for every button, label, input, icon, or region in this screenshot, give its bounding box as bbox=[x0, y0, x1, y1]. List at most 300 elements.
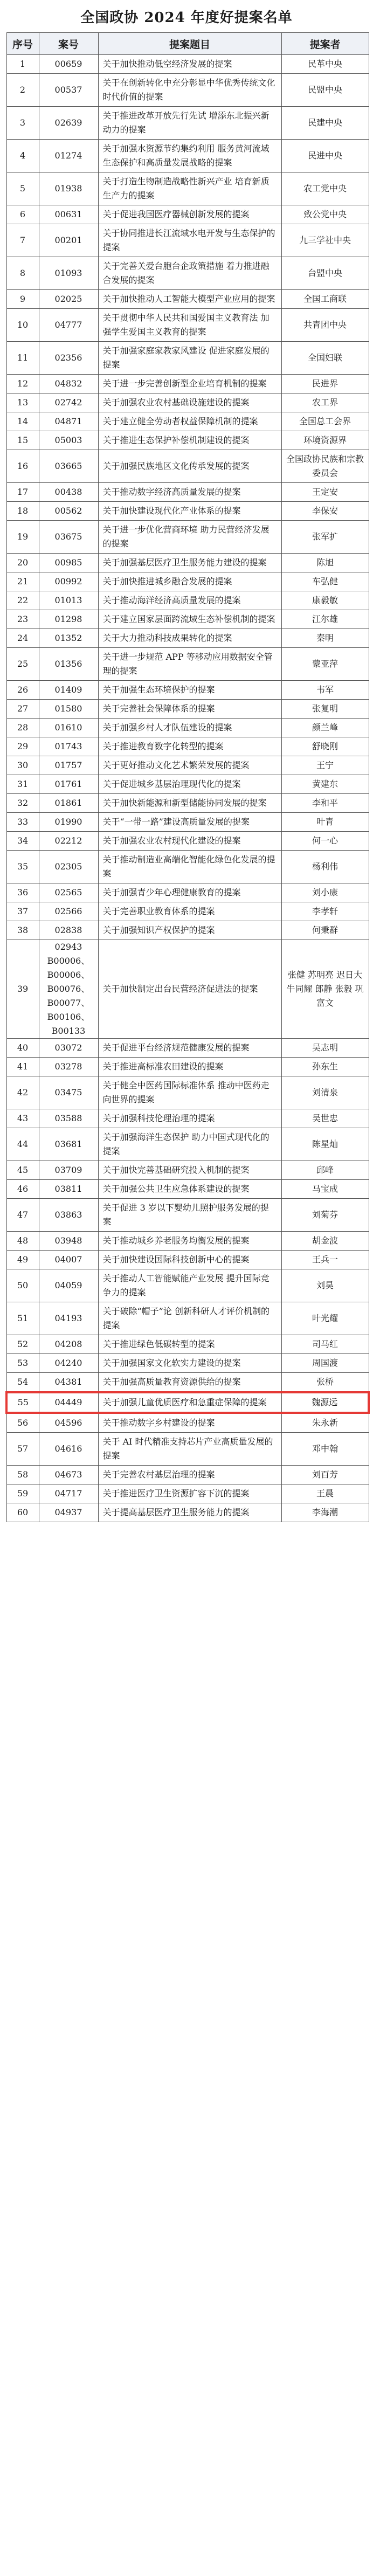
row-title: 关于打造生物制造战略性新兴产业 培育新质生产力的提案 bbox=[98, 172, 281, 205]
row-seq: 23 bbox=[6, 610, 39, 629]
row-case-number: 01757 bbox=[39, 756, 98, 775]
row-title: 关于破除“帽子”论 创新科研人才评价机制的提案 bbox=[98, 1302, 281, 1335]
row-title: 关于建立健全劳动者权益保障机制的提案 bbox=[98, 412, 281, 431]
table-row bbox=[6, 851, 369, 883]
table-row bbox=[6, 832, 369, 851]
row-seq: 11 bbox=[6, 342, 39, 375]
row-case-number: 00659 bbox=[39, 55, 98, 74]
row-case-number: 03811 bbox=[39, 1180, 98, 1199]
row-title: 关于进一步优化营商环境 助力民营经济发展的提案 bbox=[98, 521, 281, 554]
row-proposer: 民革中央 bbox=[281, 55, 369, 74]
row-proposer: 王宁 bbox=[281, 756, 369, 775]
row-title: 关于加强乡村人才队伍建设的提案 bbox=[98, 719, 281, 737]
table-row bbox=[6, 737, 369, 756]
row-case-number: 01409 bbox=[39, 681, 98, 700]
row-case-number: 05003 bbox=[39, 431, 98, 450]
row-case-number: 04449 bbox=[39, 1392, 98, 1413]
row-seq: 38 bbox=[6, 921, 39, 940]
row-title: 关于促进平台经济规范健康发展的提案 bbox=[98, 1039, 281, 1058]
row-proposer: 李孝轩 bbox=[281, 902, 369, 921]
row-seq: 29 bbox=[6, 737, 39, 756]
row-proposer: 何一心 bbox=[281, 832, 369, 851]
row-title: 关于推动数字经济高质量发展的提案 bbox=[98, 483, 281, 502]
row-seq: 4 bbox=[6, 140, 39, 172]
row-proposer: 康毅敏 bbox=[281, 591, 369, 610]
table-row bbox=[6, 224, 369, 257]
row-seq: 31 bbox=[6, 775, 39, 794]
row-case-number: 00537 bbox=[39, 74, 98, 107]
row-proposer: 秦明 bbox=[281, 629, 369, 648]
row-seq: 55 bbox=[6, 1392, 39, 1413]
row-seq: 52 bbox=[6, 1335, 39, 1354]
row-title: 关于进一步完善创新型企业培育机制的提案 bbox=[98, 375, 281, 393]
table-row bbox=[6, 309, 369, 342]
table-row bbox=[6, 813, 369, 832]
header-proposer: 提案者 bbox=[281, 33, 369, 55]
table-row bbox=[6, 290, 369, 309]
row-case-number: 00992 bbox=[39, 572, 98, 591]
row-seq: 21 bbox=[6, 572, 39, 591]
row-proposer: 全国总工会界 bbox=[281, 412, 369, 431]
table-row bbox=[6, 1484, 369, 1503]
row-title: 关于促进 3 岁以下婴幼儿照护服务发展的提案 bbox=[98, 1199, 281, 1232]
row-case-number: 04616 bbox=[39, 1433, 98, 1466]
row-proposer: 黄建东 bbox=[281, 775, 369, 794]
row-case-number: 01761 bbox=[39, 775, 98, 794]
row-title: 关于大力推动科技成果转化的提案 bbox=[98, 629, 281, 648]
header-row bbox=[6, 33, 369, 55]
row-title: 关于加强农业农村现代化建设的提案 bbox=[98, 832, 281, 851]
row-seq: 47 bbox=[6, 1199, 39, 1232]
row-proposer: 李和平 bbox=[281, 794, 369, 813]
row-proposer: 王晨 bbox=[281, 1484, 369, 1503]
row-seq: 56 bbox=[6, 1413, 39, 1433]
table-row bbox=[6, 648, 369, 681]
row-seq: 24 bbox=[6, 629, 39, 648]
row-case-number: 00631 bbox=[39, 205, 98, 224]
table-row bbox=[6, 502, 369, 521]
table-row bbox=[6, 572, 369, 591]
row-proposer: 杨利伟 bbox=[281, 851, 369, 883]
row-case-number: 03709 bbox=[39, 1161, 98, 1180]
row-seq: 12 bbox=[6, 375, 39, 393]
row-seq: 59 bbox=[6, 1484, 39, 1503]
table-row bbox=[6, 629, 369, 648]
row-case-number: 00201 bbox=[39, 224, 98, 257]
row-seq: 53 bbox=[6, 1354, 39, 1373]
row-proposer: 民盟中央 bbox=[281, 74, 369, 107]
row-proposer: 陈星灿 bbox=[281, 1128, 369, 1161]
row-proposer: 民建中央 bbox=[281, 107, 369, 140]
row-seq: 57 bbox=[6, 1433, 39, 1466]
row-seq: 41 bbox=[6, 1058, 39, 1076]
row-title: 关于加快完善基础研究投入机制的提案 bbox=[98, 1161, 281, 1180]
row-title: 关于加强家庭家教家风建设 促进家庭发展的提案 bbox=[98, 342, 281, 375]
row-title: 关于建立国家层面跨流域生态补偿机制的提案 bbox=[98, 610, 281, 629]
row-proposer: 刘昊 bbox=[281, 1269, 369, 1302]
row-proposer: 车弘健 bbox=[281, 572, 369, 591]
row-title: 关于协同推进长江流域水电开发与生态保护的提案 bbox=[98, 224, 281, 257]
table-body bbox=[6, 55, 369, 1522]
row-proposer: 致公党中央 bbox=[281, 205, 369, 224]
row-proposer: 九三学社中央 bbox=[281, 224, 369, 257]
row-title: 关于加强科技伦理治理的提案 bbox=[98, 1109, 281, 1128]
row-seq: 51 bbox=[6, 1302, 39, 1335]
row-title: 关于完善职业教育体系的提案 bbox=[98, 902, 281, 921]
table-row bbox=[6, 902, 369, 921]
row-seq: 50 bbox=[6, 1269, 39, 1302]
row-case-number: 04381 bbox=[39, 1373, 98, 1393]
row-seq: 54 bbox=[6, 1373, 39, 1393]
row-title: 关于加强海洋生态保护 助力中国式现代化的提案 bbox=[98, 1128, 281, 1161]
row-case-number: 04240 bbox=[39, 1354, 98, 1373]
row-title: 关于加强公共卫生应急体系建设的提案 bbox=[98, 1180, 281, 1199]
row-seq: 5 bbox=[6, 172, 39, 205]
row-seq: 58 bbox=[6, 1466, 39, 1484]
row-seq: 7 bbox=[6, 224, 39, 257]
row-title: 关于完善关爱台胞台企政策措施 着力推进融合发展的提案 bbox=[98, 257, 281, 290]
row-seq: 17 bbox=[6, 483, 39, 502]
row-title: 关于加快新能源和新型储能协同发展的提案 bbox=[98, 794, 281, 813]
table-row bbox=[6, 1373, 369, 1393]
row-title: 关于推进教育数字化转型的提案 bbox=[98, 737, 281, 756]
row-proposer: 吴志明 bbox=[281, 1039, 369, 1058]
row-case-number: 04007 bbox=[39, 1251, 98, 1269]
row-case-number: 01580 bbox=[39, 700, 98, 719]
row-seq: 46 bbox=[6, 1180, 39, 1199]
table-row bbox=[6, 140, 369, 172]
row-seq: 32 bbox=[6, 794, 39, 813]
row-proposer: 张军扩 bbox=[281, 521, 369, 554]
row-case-number: 00562 bbox=[39, 502, 98, 521]
row-case-number: 03675 bbox=[39, 521, 98, 554]
row-title: 关于加快推进城乡融合发展的提案 bbox=[98, 572, 281, 591]
row-proposer: 农工界 bbox=[281, 393, 369, 412]
row-proposer: 王定安 bbox=[281, 483, 369, 502]
row-title: 关于推动制造业高端化智能化绿色化发展的提案 bbox=[98, 851, 281, 883]
table-header bbox=[6, 33, 369, 55]
row-title: 关于加强生态环境保护的提案 bbox=[98, 681, 281, 700]
row-seq: 1 bbox=[6, 55, 39, 74]
row-proposer: 张健 苏明亮 迟日大 牛同耀 郎静 张毅 巩富文 bbox=[281, 940, 369, 1039]
table-row bbox=[6, 205, 369, 224]
table-row bbox=[6, 1128, 369, 1161]
row-proposer: 朱永新 bbox=[281, 1413, 369, 1433]
row-proposer: 全国妇联 bbox=[281, 342, 369, 375]
table-row bbox=[6, 1199, 369, 1232]
row-case-number: 00438 bbox=[39, 483, 98, 502]
table-row bbox=[6, 1302, 369, 1335]
row-proposer: 叶青 bbox=[281, 813, 369, 832]
row-seq: 28 bbox=[6, 719, 39, 737]
table-row bbox=[6, 172, 369, 205]
row-proposer: 刘小康 bbox=[281, 883, 369, 902]
table-row bbox=[6, 450, 369, 483]
row-case-number: 01093 bbox=[39, 257, 98, 290]
row-proposer: 刘菊芬 bbox=[281, 1199, 369, 1232]
row-title: 关于更好推动文化艺术繁荣发展的提案 bbox=[98, 756, 281, 775]
row-seq: 8 bbox=[6, 257, 39, 290]
row-seq: 15 bbox=[6, 431, 39, 450]
row-case-number: 04596 bbox=[39, 1413, 98, 1433]
table-row bbox=[6, 393, 369, 412]
row-title: 关于促进我国医疗器械创新发展的提案 bbox=[98, 205, 281, 224]
table-row bbox=[6, 1076, 369, 1109]
row-proposer: 舒晓刚 bbox=[281, 737, 369, 756]
row-title: 关于推进高标准农田建设的提案 bbox=[98, 1058, 281, 1076]
row-proposer: 陈旭 bbox=[281, 554, 369, 572]
row-proposer: 颜兰峰 bbox=[281, 719, 369, 737]
row-proposer: 马宝成 bbox=[281, 1180, 369, 1199]
row-title: 关于加快建设国际科技创新中心的提案 bbox=[98, 1251, 281, 1269]
row-case-number: 02742 bbox=[39, 393, 98, 412]
row-title: 关于加强民族地区文化传承发展的提案 bbox=[98, 450, 281, 483]
row-case-number: 04673 bbox=[39, 1466, 98, 1484]
row-title: 关于推进生态保护补偿机制建设的提案 bbox=[98, 431, 281, 450]
row-seq: 48 bbox=[6, 1232, 39, 1251]
header-seq: 序号 bbox=[6, 33, 39, 55]
row-proposer: 叶光耀 bbox=[281, 1302, 369, 1335]
row-title: 关于推进医疗卫生资源扩容下沉的提案 bbox=[98, 1484, 281, 1503]
header-proposal-title: 提案题目 bbox=[98, 33, 281, 55]
row-proposer: 王兵一 bbox=[281, 1251, 369, 1269]
row-title: 关于推进改革开放先行先试 增添东北振兴新动力的提案 bbox=[98, 107, 281, 140]
table-row bbox=[6, 74, 369, 107]
row-case-number: 01274 bbox=[39, 140, 98, 172]
row-seq: 35 bbox=[6, 851, 39, 883]
row-seq: 2 bbox=[6, 74, 39, 107]
row-seq: 36 bbox=[6, 883, 39, 902]
table-row bbox=[6, 700, 369, 719]
row-title: 关于推动人工智能赋能产业发展 提升国际竞争力的提案 bbox=[98, 1269, 281, 1302]
row-case-number: 03681 bbox=[39, 1128, 98, 1161]
row-case-number: 01356 bbox=[39, 648, 98, 681]
table-row bbox=[6, 107, 369, 140]
table-row bbox=[6, 1232, 369, 1251]
table-row bbox=[6, 375, 369, 393]
row-case-number: 02565 bbox=[39, 883, 98, 902]
row-proposer: 李海潮 bbox=[281, 1503, 369, 1522]
row-proposer: 李保安 bbox=[281, 502, 369, 521]
row-proposer: 共青团中央 bbox=[281, 309, 369, 342]
row-proposer: 蒙亚萍 bbox=[281, 648, 369, 681]
row-seq: 34 bbox=[6, 832, 39, 851]
row-case-number: 04208 bbox=[39, 1335, 98, 1354]
row-proposer: 邓中翰 bbox=[281, 1433, 369, 1466]
row-proposer: 周国渡 bbox=[281, 1354, 369, 1373]
row-case-number: 03863 bbox=[39, 1199, 98, 1232]
table-row bbox=[6, 794, 369, 813]
row-seq: 25 bbox=[6, 648, 39, 681]
row-case-number: 04937 bbox=[39, 1503, 98, 1522]
row-case-number: 02943 B00006、B00006、B00076、B00077、B00106、B00133 bbox=[39, 940, 98, 1039]
table-row bbox=[6, 610, 369, 629]
row-seq: 13 bbox=[6, 393, 39, 412]
row-title: 关于推动数字乡村建设的提案 bbox=[98, 1413, 281, 1433]
table-row bbox=[6, 883, 369, 902]
table-row bbox=[6, 554, 369, 572]
row-seq: 26 bbox=[6, 681, 39, 700]
page-title: 全国政协 2024 年度好提案名单 bbox=[80, 10, 293, 26]
row-title: 关于推动海洋经济高质量发展的提案 bbox=[98, 591, 281, 610]
row-case-number: 01743 bbox=[39, 737, 98, 756]
row-proposer: 全国政协民族和宗教委员会 bbox=[281, 450, 369, 483]
row-proposer: 环境资源界 bbox=[281, 431, 369, 450]
row-seq: 60 bbox=[6, 1503, 39, 1522]
row-seq: 20 bbox=[6, 554, 39, 572]
row-seq: 19 bbox=[6, 521, 39, 554]
row-title: 关于加快推动人工智能大模型产业应用的提案 bbox=[98, 290, 281, 309]
table-row bbox=[6, 940, 369, 1039]
row-proposer: 农工党中央 bbox=[281, 172, 369, 205]
table-row bbox=[6, 1180, 369, 1199]
row-case-number: 04717 bbox=[39, 1484, 98, 1503]
table-row bbox=[6, 681, 369, 700]
row-case-number: 02212 bbox=[39, 832, 98, 851]
row-title: 关于加快制定出台民营经济促进法的提案 bbox=[98, 940, 281, 1039]
row-case-number: 01990 bbox=[39, 813, 98, 832]
row-proposer: 何秉群 bbox=[281, 921, 369, 940]
header-case-number: 案号 bbox=[39, 33, 98, 55]
row-title: 关于加强青少年心理健康教育的提案 bbox=[98, 883, 281, 902]
row-title: 关于 AI 时代精准支持芯片产业高质量发展的提案 bbox=[98, 1433, 281, 1466]
row-case-number: 03665 bbox=[39, 450, 98, 483]
row-case-number: 03072 bbox=[39, 1039, 98, 1058]
table-row bbox=[6, 1109, 369, 1128]
table-row bbox=[6, 1058, 369, 1076]
row-case-number: 04193 bbox=[39, 1302, 98, 1335]
row-title: 关于健全中医药国际标准体系 推动中医药走向世界的提案 bbox=[98, 1076, 281, 1109]
row-case-number: 02356 bbox=[39, 342, 98, 375]
table-row bbox=[6, 1269, 369, 1302]
row-case-number: 01610 bbox=[39, 719, 98, 737]
row-proposer: 吴世忠 bbox=[281, 1109, 369, 1128]
table-row bbox=[6, 1251, 369, 1269]
row-seq: 30 bbox=[6, 756, 39, 775]
table-row bbox=[6, 483, 369, 502]
table-row bbox=[6, 591, 369, 610]
row-proposer: 张复明 bbox=[281, 700, 369, 719]
row-seq: 14 bbox=[6, 412, 39, 431]
table-row bbox=[6, 775, 369, 794]
row-proposer: 台盟中央 bbox=[281, 257, 369, 290]
row-title: 关于进一步规范 APP 等移动应用数据安全管理的提案 bbox=[98, 648, 281, 681]
table-row bbox=[6, 412, 369, 431]
row-title: 关于加强知识产权保护的提案 bbox=[98, 921, 281, 940]
proposal-table bbox=[5, 32, 370, 1522]
table-row bbox=[6, 1161, 369, 1180]
table-row bbox=[6, 1354, 369, 1373]
row-seq: 39 bbox=[6, 940, 39, 1039]
row-case-number: 04871 bbox=[39, 412, 98, 431]
row-seq: 45 bbox=[6, 1161, 39, 1180]
row-title: 关于加快建设现代化产业体系的提案 bbox=[98, 502, 281, 521]
row-title: 关于加强水资源节约集约利用 服务黄河流域生态保护和高质量发展战略的提案 bbox=[98, 140, 281, 172]
row-seq: 16 bbox=[6, 450, 39, 483]
row-proposer: 邱峰 bbox=[281, 1161, 369, 1180]
row-case-number: 01298 bbox=[39, 610, 98, 629]
table-row bbox=[6, 756, 369, 775]
row-seq: 49 bbox=[6, 1251, 39, 1269]
row-title: 关于完善农村基层治理的提案 bbox=[98, 1466, 281, 1484]
row-seq: 40 bbox=[6, 1039, 39, 1058]
row-case-number: 01938 bbox=[39, 172, 98, 205]
row-seq: 18 bbox=[6, 502, 39, 521]
row-proposer: 刘清泉 bbox=[281, 1076, 369, 1109]
row-case-number: 03475 bbox=[39, 1076, 98, 1109]
row-title: 关于加强国家文化软实力建设的提案 bbox=[98, 1354, 281, 1373]
row-title: 关于促进城乡基层治理现代化的提案 bbox=[98, 775, 281, 794]
row-title: 关于完善社会保障体系的提案 bbox=[98, 700, 281, 719]
row-proposer: 胡金波 bbox=[281, 1232, 369, 1251]
row-case-number: 02566 bbox=[39, 902, 98, 921]
row-seq: 3 bbox=[6, 107, 39, 140]
row-seq: 9 bbox=[6, 290, 39, 309]
row-proposer: 民进界 bbox=[281, 375, 369, 393]
row-title: 关于加快推动低空经济发展的提案 bbox=[98, 55, 281, 74]
row-case-number: 03948 bbox=[39, 1232, 98, 1251]
row-case-number: 02838 bbox=[39, 921, 98, 940]
row-case-number: 02025 bbox=[39, 290, 98, 309]
row-case-number: 00985 bbox=[39, 554, 98, 572]
row-proposer: 民进中央 bbox=[281, 140, 369, 172]
row-title: 关于贯彻中华人民共和国爱国主义教育法 加强学生爱国主义教育的提案 bbox=[98, 309, 281, 342]
row-case-number: 01013 bbox=[39, 591, 98, 610]
table-row bbox=[6, 1039, 369, 1058]
row-proposer: 张桥 bbox=[281, 1373, 369, 1393]
row-seq: 27 bbox=[6, 700, 39, 719]
table-row bbox=[6, 921, 369, 940]
row-proposer: 刘百芳 bbox=[281, 1466, 369, 1484]
row-seq: 44 bbox=[6, 1128, 39, 1161]
table-row bbox=[6, 1335, 369, 1354]
table-row bbox=[6, 1392, 369, 1413]
row-title: 关于“一带一路”建设高质量发展的提案 bbox=[98, 813, 281, 832]
row-title: 关于推进绿色低碳转型的提案 bbox=[98, 1335, 281, 1354]
row-seq: 37 bbox=[6, 902, 39, 921]
table-row bbox=[6, 719, 369, 737]
row-title: 关于加强基层医疗卫生服务能力建设的提案 bbox=[98, 554, 281, 572]
row-proposer: 魏源远 bbox=[281, 1392, 369, 1413]
row-case-number: 02305 bbox=[39, 851, 98, 883]
row-seq: 42 bbox=[6, 1076, 39, 1109]
table-row bbox=[6, 431, 369, 450]
row-proposer: 孙东生 bbox=[281, 1058, 369, 1076]
row-seq: 43 bbox=[6, 1109, 39, 1128]
row-case-number: 04777 bbox=[39, 309, 98, 342]
row-case-number: 01861 bbox=[39, 794, 98, 813]
row-case-number: 02639 bbox=[39, 107, 98, 140]
row-case-number: 04832 bbox=[39, 375, 98, 393]
row-seq: 33 bbox=[6, 813, 39, 832]
row-seq: 22 bbox=[6, 591, 39, 610]
row-title: 关于在创新转化中充分彰显中华优秀传统文化时代价值的提案 bbox=[98, 74, 281, 107]
row-title: 关于加强儿童优质医疗和急重症保障的提案 bbox=[98, 1392, 281, 1413]
table-row bbox=[6, 55, 369, 74]
row-case-number: 04059 bbox=[39, 1269, 98, 1302]
table-row bbox=[6, 521, 369, 554]
row-seq: 6 bbox=[6, 205, 39, 224]
row-title: 关于提高基层医疗卫生服务能力的提案 bbox=[98, 1503, 281, 1522]
table-row bbox=[6, 1503, 369, 1522]
row-proposer: 江尔雄 bbox=[281, 610, 369, 629]
row-proposer: 全国工商联 bbox=[281, 290, 369, 309]
row-case-number: 03278 bbox=[39, 1058, 98, 1076]
row-title: 关于推动城乡养老服务均衡发展的提案 bbox=[98, 1232, 281, 1251]
table-row bbox=[6, 257, 369, 290]
row-title: 关于加强农业农村基础设施建设的提案 bbox=[98, 393, 281, 412]
row-title: 关于加强高质量教育资源供给的提案 bbox=[98, 1373, 281, 1393]
